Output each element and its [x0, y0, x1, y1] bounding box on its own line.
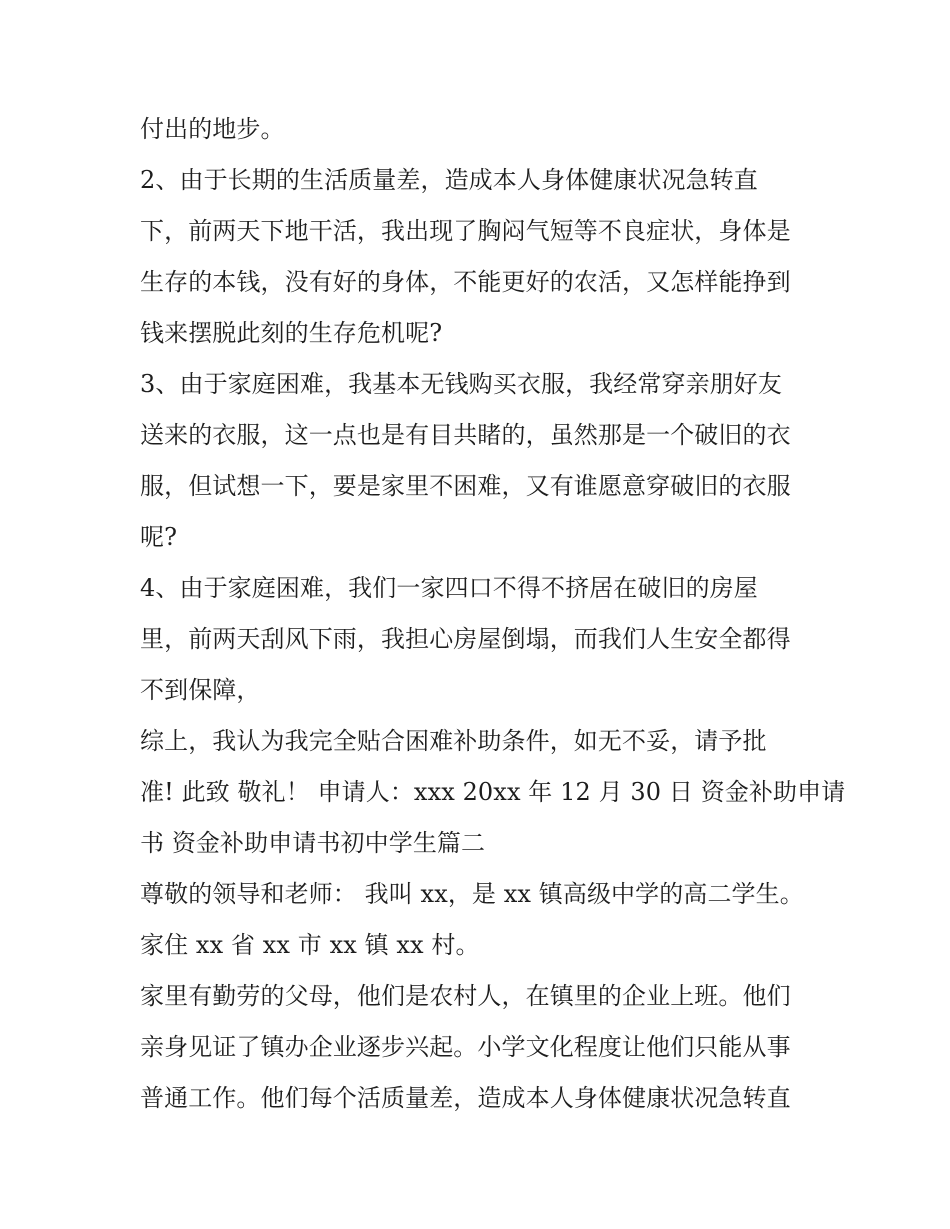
text-line-14: 准! 此致 敬礼！ 申请人：xxx 20xx 年 12 月 30 日 资金补助申请: [140, 778, 846, 806]
text-line-10: 4、由于家庭困难，我们一家四口不得不挤居在破旧的房屋: [140, 574, 758, 602]
text-line-4: 生存的本钱，没有好的身体，不能更好的农活，又怎样能挣到: [140, 268, 791, 296]
text-line-16: 尊敬的领导和老师： 我叫 xx，是 xx 镇高级中学的高二学生。: [140, 880, 804, 908]
text-line-12: 不到保障，: [140, 676, 261, 704]
text-line-3: 下，前两天下地干活，我出现了胸闷气短等不良症状，身体是: [140, 217, 791, 245]
text-line-17: 家住 xx 省 xx 市 xx 镇 xx 村。: [140, 931, 480, 959]
text-line-9: 呢?: [140, 523, 178, 551]
text-line-2: 2、由于长期的生活质量差，造成本人身体健康状况急转直: [140, 166, 758, 194]
text-line-18: 家里有勤劳的父母，他们是农村人，在镇里的企业上班。他们: [140, 982, 791, 1010]
text-line-1: 付出的地步。: [140, 115, 285, 143]
text-line-11: 里，前两天刮风下雨，我担心房屋倒塌，而我们人生安全都得: [140, 625, 791, 653]
text-line-13: 综上，我认为我完全贴合困难补助条件，如无不妥，请予批: [140, 727, 767, 755]
text-line-15: 书 资金补助申请书初中学生篇二: [140, 829, 486, 857]
text-line-6: 3、由于家庭困难，我基本无钱购买衣服，我经常穿亲朋好友: [140, 370, 782, 398]
document-body: [140, 104, 846, 1124]
text-line-20: 普通工作。他们每个活质量差，造成本人身体健康状况急转直: [140, 1084, 791, 1112]
text-line-7: 送来的衣服，这一点也是有目共睹的，虽然那是一个破旧的衣: [140, 421, 791, 449]
text-line-8: 服，但试想一下，要是家里不困难，又有谁愿意穿破旧的衣服: [140, 472, 791, 500]
text-line-5: 钱来摆脱此刻的生存危机呢?: [140, 319, 443, 347]
text-line-19: 亲身见证了镇办企业逐步兴起。小学文化程度让他们只能从事: [140, 1033, 791, 1061]
